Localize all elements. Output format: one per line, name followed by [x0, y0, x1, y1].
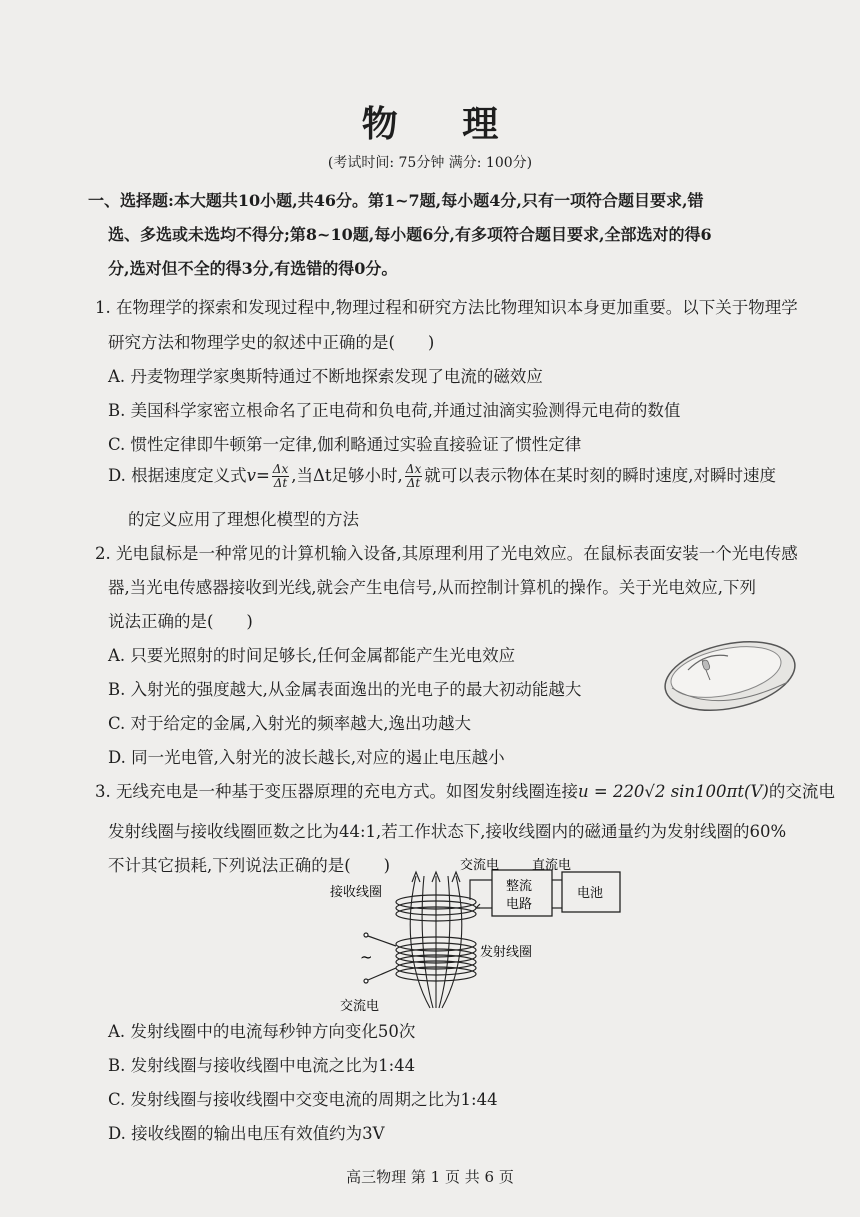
wireless-charging-diagram	[320, 858, 630, 1018]
q1-stem-line1: 1. 在物理学的探索和发现过程中,物理过程和研究方法比物理知识本身更加重要。以下关于物理学	[95, 298, 798, 317]
fraction-denominator-2: Δt	[406, 476, 421, 490]
label-battery: 电池	[577, 886, 604, 901]
ac-source-symbol: ~	[360, 948, 373, 966]
label-ac-bottom: 交流电	[340, 999, 380, 1014]
label-dc: 直流电	[532, 858, 572, 873]
q3-stem-line2: 发射线圈与接收线圈匝数之比为44:1,若工作状态下,接收线圈内的磁通量约为发射线圈的60%	[108, 822, 787, 841]
q1-option-d	[108, 462, 776, 490]
q3-stem-line1-text-a: 3. 无线充电是一种基于变压器原理的充电方式。如图发射线圈连接	[95, 782, 578, 801]
page-title: 物 理	[361, 103, 525, 145]
q1-option-d-text-b: ,当Δt足够小时,	[291, 466, 403, 485]
q1-option-b: B. 美国科学家密立根命名了正电荷和负电荷,并通过油滴实验测得元电荷的数值	[108, 401, 681, 420]
q2-option-b: B. 入射光的强度越大,从金属表面逸出的光电子的最大初动能越大	[108, 680, 582, 699]
q2-stem-line2: 器,当光电传感器接收到光线,就会产生电信号,从而控制计算机的操作。关于光电效应,下列	[108, 578, 756, 597]
fraction-numerator-2: Δx	[405, 462, 422, 476]
q2-stem-line3: 说法正确的是( )	[108, 612, 253, 631]
fraction-denominator: Δt	[273, 476, 288, 490]
voltage-formula: u = 220√2 sin100πt(V)	[578, 782, 769, 801]
q2-option-d: D. 同一光电管,入射光的波长越长,对应的遏止电压越小	[108, 748, 505, 767]
q3-option-d: D. 接收线圈的输出电压有效值约为3V	[108, 1124, 385, 1143]
label-rectifier-2: 电路	[506, 897, 533, 912]
q1-option-d-text-c: 就可以表示物体在某时刻的瞬时速度,对瞬时速度	[424, 466, 776, 485]
optical-mouse-illustration	[658, 630, 808, 715]
q2-option-a: A. 只要光照射的时间足够长,任何金属都能产生光电效应	[108, 646, 516, 665]
label-receive-coil: 接收线圈	[330, 885, 383, 900]
q1-option-c: C. 惯性定律即牛顿第一定律,伽利略通过实验直接验证了惯性定律	[108, 435, 582, 454]
fraction-numerator: Δx	[272, 462, 289, 476]
q3-option-b: B. 发射线圈与接收线圈中电流之比为1:44	[108, 1056, 416, 1075]
velocity-fraction-2	[405, 463, 422, 490]
q3-stem-line3: 不计其它损耗,下列说法正确的是( )	[108, 856, 391, 875]
q3-option-a: A. 发射线圈中的电流每秒钟方向变化50次	[108, 1022, 416, 1041]
page-footer: 高三物理 第 1 页 共 6 页	[346, 1168, 514, 1186]
q1-option-d-line2: 的定义应用了理想化模型的方法	[128, 510, 359, 529]
q1-option-d-text-a: D. 根据速度定义式	[108, 466, 247, 485]
velocity-fraction	[272, 463, 289, 490]
q1-option-a: A. 丹麦物理学家奥斯特通过不断地探索发现了电流的磁效应	[108, 367, 543, 386]
q1-stem-line2: 研究方法和物理学史的叙述中正确的是( )	[108, 333, 435, 352]
q3-stem-line1-text-b: 的交流电	[768, 782, 835, 801]
velocity-symbol: v=	[246, 466, 270, 485]
q3-option-c: C. 发射线圈与接收线圈中交变电流的周期之比为1:44	[108, 1090, 498, 1109]
magnetic-field-lines	[410, 872, 462, 1008]
label-rectifier-1: 整流	[506, 879, 533, 894]
exam-info: (考试时间: 75分钟 满分: 100分)	[327, 155, 533, 171]
section-instructions-line2: 选、多选或未选均不得分;第8~10题,每小题6分,有多项符合题目要求,全部选对的得6	[108, 225, 712, 244]
q2-stem-line1: 2. 光电鼠标是一种常见的计算机输入设备,其原理利用了光电效应。在鼠标表面安装一个光电传感	[95, 544, 798, 563]
label-ac-top: 交流电	[460, 858, 500, 873]
section-instructions-line3: 分,选对但不全的得3分,有选错的得0分。	[108, 259, 398, 278]
q3-stem-line1	[95, 778, 835, 802]
section-instructions-line1: 一、选择题:本大题共10小题,共46分。第1~7题,每小题4分,只有一项符合题目要求,错	[88, 191, 704, 210]
q2-option-c: C. 对于给定的金属,入射光的频率越大,逸出功越大	[108, 714, 472, 733]
label-transmit-coil: 发射线圈	[480, 945, 533, 960]
